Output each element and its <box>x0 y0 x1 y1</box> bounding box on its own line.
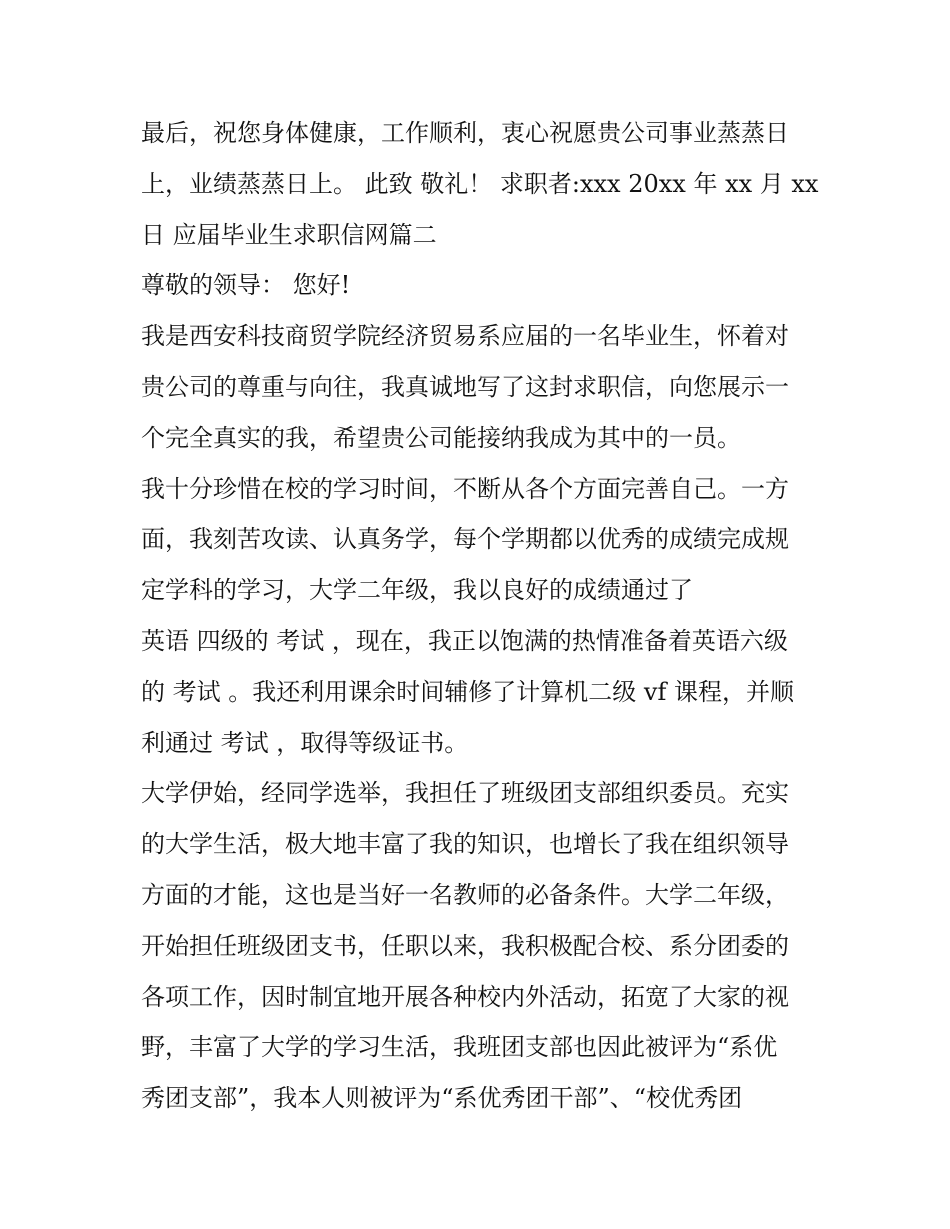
text-line-8: 我十分珍惜在校的学习时间，不断从各个方面完善自己。一方 <box>141 474 789 503</box>
text-line-6: 贵公司的尊重与向往，我真诚地写了这封求职信，向您展示一 <box>141 372 789 401</box>
text-line-5: 我是西安科技商贸学院经济贸易系应届的一名毕业生，怀着对 <box>141 322 789 351</box>
text-line-13: 利通过 考试 ，取得等级证书。 <box>141 728 469 757</box>
text-line-4: 尊敬的领导： 您好! <box>141 271 351 300</box>
text-line-14: 大学伊始，经同学选举，我担任了班级团支部组织委员。充实 <box>141 779 789 808</box>
text-line-15: 的大学生活，极大地丰富了我的知识，也增长了我在组织领导 <box>141 830 789 859</box>
text-line-2: 上，业绩蒸蒸日上。 此致 敬礼！ 求职者:xxx 20xx 年 xx 月 xx <box>141 169 819 198</box>
text-line-20: 秀团支部”，我本人则被评为“系优秀团干部”、“校优秀团 <box>141 1084 743 1113</box>
letter-body <box>141 108 821 1124</box>
text-line-11: 英语 四级的 考试 ，现在，我正以饱满的热情准备着英语六级 <box>141 626 788 655</box>
text-line-12: 的 考试 。我还利用课余时间辅修了计算机二级 vf 课程，并顺 <box>141 677 794 706</box>
text-line-17: 开始担任班级团支书，任职以来，我积极配合校、系分团委的 <box>141 931 789 960</box>
text-line-7: 个完全真实的我，希望贵公司能接纳我成为其中的一员。 <box>141 423 741 452</box>
text-line-3: 日 应届毕业生求职信网篇二 <box>141 220 437 249</box>
text-line-19: 野，丰富了大学的学习生活，我班团支部也因此被评为“系优 <box>141 1033 778 1062</box>
text-line-16: 方面的才能，这也是当好一名教师的必备条件。大学二年级， <box>141 880 789 909</box>
text-line-9: 面，我刻苦攻读、认真务学，每个学期都以优秀的成绩完成规 <box>141 525 789 554</box>
text-line-18: 各项工作，因时制宜地开展各种校内外活动，拓宽了大家的视 <box>141 982 789 1011</box>
text-line-10: 定学科的学习，大学二年级，我以良好的成绩通过了 <box>141 576 693 605</box>
text-line-1: 最后，祝您身体健康，工作顺利，衷心祝愿贵公司事业蒸蒸日 <box>141 119 789 147</box>
